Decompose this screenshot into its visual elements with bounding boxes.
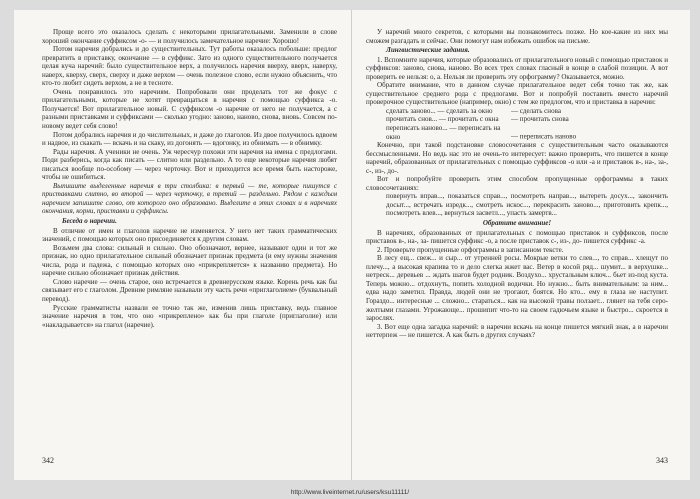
paragraph: Возьмем два слова: сильный и сильно. Оно обозначают, вернее, называют один и тот же признак, но одно прилагательное сильный обозначает признак предмета (и ему нужны значения числа, рода и падежа, с помощью которых оно «прикрепляется» к названию предмета). Но наречие сильно обозначает признак действия. <box>42 243 337 278</box>
task-paragraph: 1. Вспомните наречия, которые образовались от прилагательного новый с помощью приставок и суффиксов: заново, снова, наново. Во всех трех словах гласный в конце в слабой позиции. А вот проверить ее нельзя: о, а. Нельзя ли проверить эту орфограмму? Оказывается, можно. <box>366 55 668 81</box>
paragraph: У наречий много секретов, с которыми вы познакомитесь позже. Но кое-какие из них мы сможем разгадать и сейчас. Они помогут нам избежать ошибок на письме. <box>366 28 668 45</box>
page-number: 343 <box>656 456 668 466</box>
paragraph: 2. Проверьте пропущенные орфограммы в записанном тексте. <box>377 245 564 254</box>
watermark-url: http://www.liveinternet.ru/users/ksu11111/ <box>290 489 410 496</box>
paragraph: Рады наречия. А ученики не очень. Уж чересчур похожи эти наречия на имена с предлогами. Поди разберись, когда как писать — слитно или раздельно. А то еще некоторые наречия любят писаться вообще по-особому — через черточку. Вот и приходится все время быть настороже, чтобы не ошибиться. <box>42 147 337 182</box>
section-heading: Лингвистические задания. <box>386 46 470 55</box>
paragraph: Русские грамматисты назвали ее точно так же, изменив лишь приставку, ведь главное значение наречия в том, что оно «прикреплено» как бы при глаголе (приглаголие) или «накладывается» на глагол (наречие). <box>42 303 337 329</box>
example-right: — прочитать снова <box>511 115 569 124</box>
example-line <box>366 115 668 124</box>
task-paragraph: Обратите внимание, что в данном случае прилагательное ведет себя точно так же, как существительное среднего рода с предлогами. Вот и попробуй поставить вместо наречий проверочное существительное (например, окно) с тем же предлогом, что и приставка в наречии: <box>366 81 668 107</box>
example-right: — переписать наново <box>511 132 577 141</box>
example-left: сделать заново... — сделать за окно <box>386 106 493 115</box>
paragraph: Слово наречие — очень старое, оно встречается в древнерусском языке. Корень речь как бы связывает его с глаголом. Древние римляне называли эту часть речи «приглаголием» (буквальный перевод). <box>42 277 337 303</box>
paragraph: Выпишите выделенные наречия в три столбика: в первый — те, которые пишутся с приставками слитно, во второй — через черточку, в третий — раздельно. Рядом с каждым наречием запишите слово, от которого оно образовано. Выделите в этих словах и в наречиях окончания, корни, приставки и суффиксы. <box>42 181 337 216</box>
paragraph: Проще всего это оказалось сделать с некоторыми прилагательными. Заменили в слове хороший окончание суффиксом -о- — и получилось замечательное наречие: Хорошо! <box>42 28 337 45</box>
attention-heading: Обратите внимание! <box>482 219 552 228</box>
paragraph: В лесу ещ... свеж... и сыр... от утренней росы. Мокрые ветки то слев..., то справ... хлещут по плечу..., а высокая крапива то и дело слегка жжет вас. Ветер в косой ряд... шумит... в верхушке... нетреск... деревьев ... ждать шагов будет родник. Воздухо... хрустальным ключ... бьет из-под куста. Теперь можно... отдохнуть, попить холодной водички. Но нужно... быть внимательным: за ним... едва надо заметил. Правда, людей они не трогают, боятся. Но кто... ему в глаза не наступит. Гораздо... интересные ... сложно... стараться... как на высокой травы ползает... глянет на тебя серо-желтыми глазами. Угрожающе... прошипит что-то на своем гадючьем языке и быстро... скроется в зарослях. <box>366 254 668 323</box>
example-list: повернуть вправ..., показаться справ..., посмотреть направ..., вытереть досух..., закончить досыт..., встречать изредк..., смотреть искос..., перекрасить заново..., приготовить крепк..., посмотреть влев..., вернуться засветл..., упасть замертв... <box>386 192 668 218</box>
paragraph: Потом добрались наречия и до числительных, и даже до глаголов. Из двое получилось вдвоем и надвое, из скакать — вскачь и на скаку, из догонять — вдогонку, из обнимать — в обнимку. <box>42 130 337 148</box>
example-left: прочитать снов... — прочитать с окна <box>386 115 499 124</box>
section-heading: Беседа о наречии. <box>62 217 117 226</box>
left-page <box>14 10 352 480</box>
task-paragraph: Вот и попробуйте проверить этим способом пропущенные орфограммы в таких словосочетаниях: <box>366 175 668 192</box>
paragraph: Очень понравилось это наречиям. Попробовали они проделать тот же фокус с прилагательными, которые не хотят превращаться в наречия с помощью суффикса -о. Получается! Вот прилагательное новый. С суффиксом -о наречие от него не получается, а с разными приставками и суффиксами — сколько угодно: заново, наново, снова, вновь. Совсем по-новому ведет себя слово! <box>42 87 337 131</box>
book-spread <box>14 10 690 480</box>
example-right: — сделать снова <box>511 106 561 115</box>
right-page <box>352 10 690 480</box>
example-line <box>366 107 668 116</box>
paragraph: 3. Вот еще одна загадка наречий: в наречии вскачь на конце пишется мягкий знак, а в наречии неттерпеж — не пишется. А как быть в других случаях? <box>366 322 668 340</box>
paragraph: В отличие от имен и глаголов наречие не изменяется. У него нет таких грамматических значений, с помощью которых оно присоединяется к другим словам. <box>42 226 337 244</box>
paragraph: Потом наречия добрались и до существительных. Тут работы оказалось побольше: предлог превратить в приставку, окончание — в суффикс. Зато из одного существительного получается целая куча наречий: было существительное верх, а получилось наречия вверху, вверх, наверху, наверх, кверху, сверх, сверху и даже верхом — очень полезное слово, если нужно объяснить, что кто-то любит сидеть верхом, а не в тесноте. <box>42 45 337 88</box>
paragraph: В наречиях, образованных от прилагательных с помощью приставок и суффиксов, после приставок в-, на-, за- пишется суффикс -о, а после приставок с-, из-, до- пишется суффикс -а. <box>366 228 668 246</box>
task-paragraph: Конечно, при такой подстановке словосочетания с существительным часто оказываются бессмысленными. Но ведь нас это не очень-то интересует: важно проверить, что пишется в конце наречий, образованных от прилагательных с помощью суффиксов -о или -а и приставок в-, на-, за-, с-, из-, до-. <box>366 141 668 175</box>
page-number: 342 <box>42 456 54 466</box>
example-left: переписать наново... — переписать на окно <box>386 124 501 141</box>
example-line <box>366 124 668 141</box>
